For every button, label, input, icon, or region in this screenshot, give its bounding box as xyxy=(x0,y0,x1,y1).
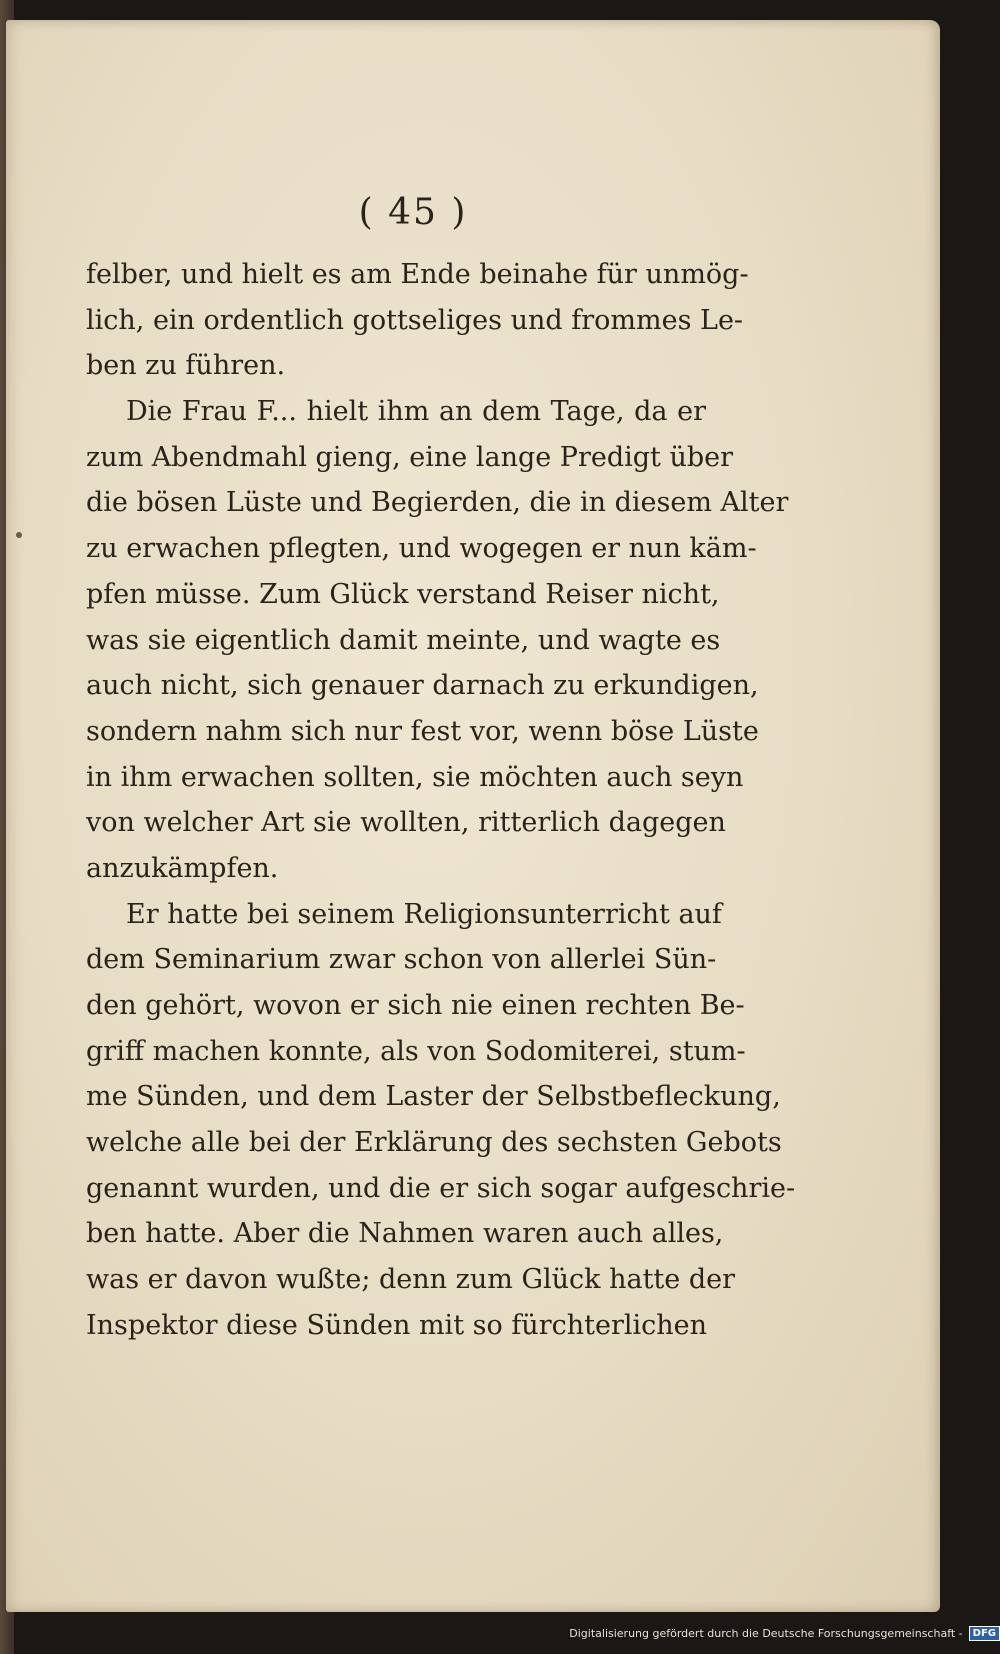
digitization-footer xyxy=(567,1624,1000,1642)
text-line: welche alle bei der Erklärung des sechsten Gebots xyxy=(86,1127,782,1159)
text-line: was er davon wußte; denn zum Glück hatte der xyxy=(86,1264,736,1296)
text-line: in ihm erwachen sollten, sie möchten auch seyn xyxy=(86,761,744,793)
text-line: Inspektor diese Sünden mit so fürchterlichen xyxy=(86,1309,707,1341)
text-line: me Sünden, und dem Laster der Selbstbefleckung, xyxy=(86,1081,781,1113)
text-line: die bösen Lüste und Begierden, die in diesem Alter xyxy=(86,487,789,519)
text-line: den gehört, wovon er sich nie einen rechten Be- xyxy=(86,990,745,1021)
text-line: ben zu führen. xyxy=(86,350,286,382)
text-line: zum Abendmahl gieng, eine lange Predigt über xyxy=(86,441,734,473)
text-line: von welcher Art sie wollten, ritterlich dagegen xyxy=(86,807,726,839)
page-text xyxy=(86,252,796,1349)
text-line: anzukämpfen. xyxy=(86,852,279,884)
text-line: pfen müsse. Zum Glück verstand Reiser nicht, xyxy=(86,578,720,610)
text-line: auch nicht, sich genauer darnach zu erkundigen, xyxy=(86,670,759,702)
text-line: griff machen konnte, als von Sodomiterei, stum- xyxy=(86,1035,746,1067)
text-line: lich, ein ordentlich gottseliges und frommes Le- xyxy=(86,304,744,336)
text-line: sondern nahm sich nur fest vor, wenn böse Lüste xyxy=(86,715,759,747)
text-line: felber, und hielt es am Ende beinahe für unmög- xyxy=(86,259,749,290)
paper-speck xyxy=(16,532,22,538)
text-line: ben hatte. Aber die Nahmen waren auch alles, xyxy=(86,1218,724,1250)
book-page xyxy=(6,20,940,1612)
text-line: zu erwachen pflegten, und wogegen er nun käm- xyxy=(86,533,757,565)
footer-credit: Digitalisierung gefördert durch die Deutsche Forschungsgemeinschaft - xyxy=(569,1626,963,1640)
text-line: dem Seminarium zwar schon von allerlei Sün- xyxy=(86,944,717,976)
dfg-logo-icon: DFG xyxy=(969,1626,1000,1641)
text-line: Die Frau F... hielt ihm an dem Tage, da er xyxy=(126,396,706,428)
text-line: Er hatte bei seinem Religionsunterricht auf xyxy=(126,898,722,930)
text-line: genannt wurden, und die er sich sogar aufgeschrie- xyxy=(86,1172,796,1204)
page-number: ( 45 ) xyxy=(358,192,468,233)
text-line: was sie eigentlich damit meinte, und wagte es xyxy=(86,624,721,656)
